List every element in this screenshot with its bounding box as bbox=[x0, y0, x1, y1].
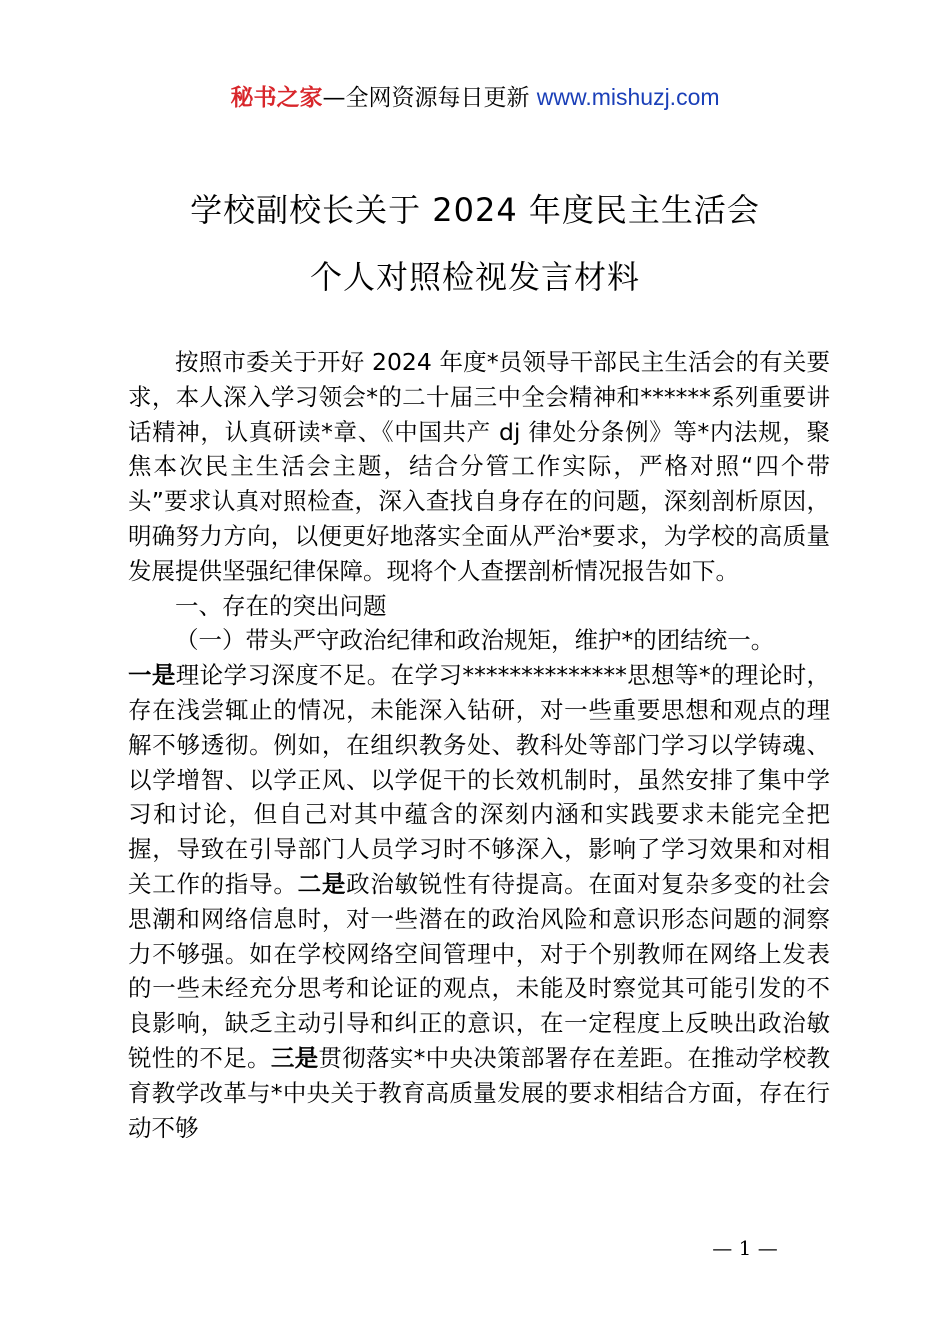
site-header bbox=[0, 80, 950, 115]
point-text-3: 贯彻落实*中央决策部署存在差距。在推动学校教育教学改革与*中央关于教育高质量发展的要求相结合方面，存在行动不够 bbox=[128, 1043, 831, 1142]
site-brand: 秘书之家 bbox=[230, 85, 323, 111]
document-body bbox=[128, 345, 830, 1145]
site-slogan: —全网资源每日更新 bbox=[322, 85, 537, 111]
document-title-line2: 个人对照检视发言材料 bbox=[309, 258, 640, 296]
point-label-3: 三是 bbox=[270, 1043, 319, 1072]
point-label-2: 二是 bbox=[297, 869, 347, 898]
document-title-line1: 学校副校长关于 2024 年度民主生活会 bbox=[190, 191, 760, 229]
section-heading: 一、存在的突出问题 bbox=[175, 591, 387, 620]
point-label-1: 一是 bbox=[128, 661, 176, 690]
intro-paragraph: 按照市委关于开好 2024 年度*员领导干部民主生活会的有关要求，本人深入学习领会*的二十届三中全会精神和******系列重要讲话精神，认真研读*章、《中国共产 dj 律处分条例》等*内法规，聚焦本次民主生活会主题，结合分管工作实际，严格对照“四个带头”要求认真对照检查，深入查找自身存在的问题，深刻剖析原因，明确努力方向，以便更好地落实全面从严治*要求，为学校的高质量发展提供坚强纪律保障。现将个人查摆剖析情况报告如下。 bbox=[128, 348, 830, 585]
subsection-heading: （一）带头严守政治纪律和政治规矩，维护*的团结统一。 bbox=[175, 626, 775, 655]
problems-paragraph bbox=[128, 658, 830, 1145]
site-url[interactable]: www.mishuzj.com bbox=[536, 84, 720, 110]
point-text-2: 政治敏锐性有待提高。在面对复杂多变的社会思潮和网络信息时，对一些潜在的政治风险和意识形态问题的洞察力不够强。如在学校网络空间管理中，对于个别教师在网络上发表的一些未经充分思考和论证的观点，未能及时察觉其可能引发的不良影响，缺乏主动引导和纠正的意识，在一定程度上反映出政治敏锐性的不足。 bbox=[128, 869, 831, 1072]
page-number: — 1 — bbox=[712, 1236, 778, 1260]
point-text-1: 理论学习深度不足。在学习**************思想等*的理论时，存在浅尝辄止的情况，未能深入钻研，对一些重要思想和观点的理解不够透彻。例如，在组织教务处、教科处等部门学习以学铸魂、以学增智、以学正风、以学促干的长效机制时，虽然安排了集中学习和讨论，但自己对其中蕴含的深刻内涵和实践要求未能完全把握，导致在引导部门人员学习时不够深入，影响了学习效果和对相关工作的指导。 bbox=[128, 661, 831, 898]
